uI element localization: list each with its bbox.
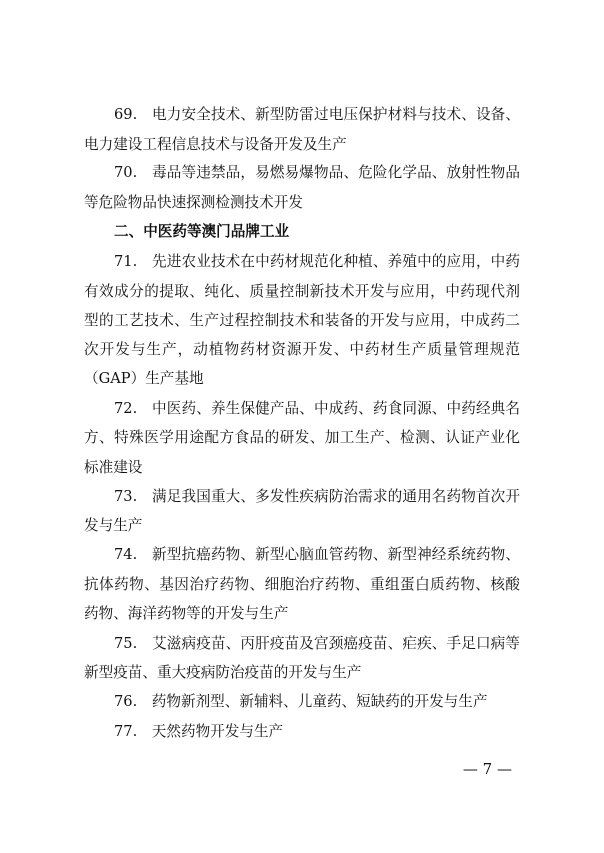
item-72-line-2: 方、特殊医学用途配方食品的研发、加工生产、检测、认证产业化: [84, 429, 520, 446]
item-76-line-1: 76. 药物新剂型、新辅料、儿童药、短缺药的开发与生产: [114, 693, 488, 710]
item-70-line-1: 70. 毒品等违禁品，易燃易爆物品、危险化学品、放射性物品: [114, 164, 520, 181]
item-73-line-2: 发与生产: [84, 517, 143, 534]
item-73-line-1: 73. 满足我国重大、多发性疾病防治需求的通用名药物首次开: [114, 488, 520, 505]
page-number: — 7 —: [462, 760, 512, 778]
item-77-line-1: 77. 天然药物开发与生产: [114, 723, 284, 740]
item-71-line-4: 次开发与生产，动植物药材资源开发、中药材生产质量管理规范: [84, 341, 520, 358]
item-75-line-1: 75. 艾滋病疫苗、丙肝疫苗及宫颈癌疫苗、疟疾、手足口病等: [114, 635, 520, 652]
item-71-line-2: 有效成分的提取、纯化、质量控制新技术开发与应用，中药现代剂: [84, 283, 520, 300]
item-71-line-1: 71. 先进农业技术在中药材规范化种植、养殖中的应用，中药: [114, 253, 520, 270]
item-71-line-5: （GAP）生产基地: [84, 370, 204, 387]
item-72-line-1: 72. 中医药、养生保健产品、中成药、药食同源、中药经典名: [114, 400, 520, 417]
item-71-line-3: 型的工艺技术、生产过程控制技术和装备的开发与应用，中成药二: [84, 312, 520, 329]
item-74-line-1: 74. 新型抗癌药物、新型心脑血管药物、新型神经系统药物、: [114, 546, 520, 563]
item-70-line-2: 等危险物品快速探测检测技术开发: [84, 194, 303, 211]
item-69-line-2: 电力建设工程信息技术与设备开发及生产: [84, 136, 347, 153]
item-75-line-2: 新型疫苗、重大疫病防治疫苗的开发与生产: [84, 664, 362, 681]
item-74-line-2: 抗体药物、基因治疗药物、细胞治疗药物、重组蛋白质药物、核酸: [84, 576, 520, 593]
item-74-line-3: 药物、海洋药物等的开发与生产: [84, 605, 289, 622]
item-69-line-1: 69. 电力安全技术、新型防雷过电压保护材料与技术、设备、: [114, 106, 520, 123]
section-heading: 二、中医药等澳门品牌工业: [114, 223, 290, 240]
item-72-line-3: 标准建设: [84, 459, 143, 476]
